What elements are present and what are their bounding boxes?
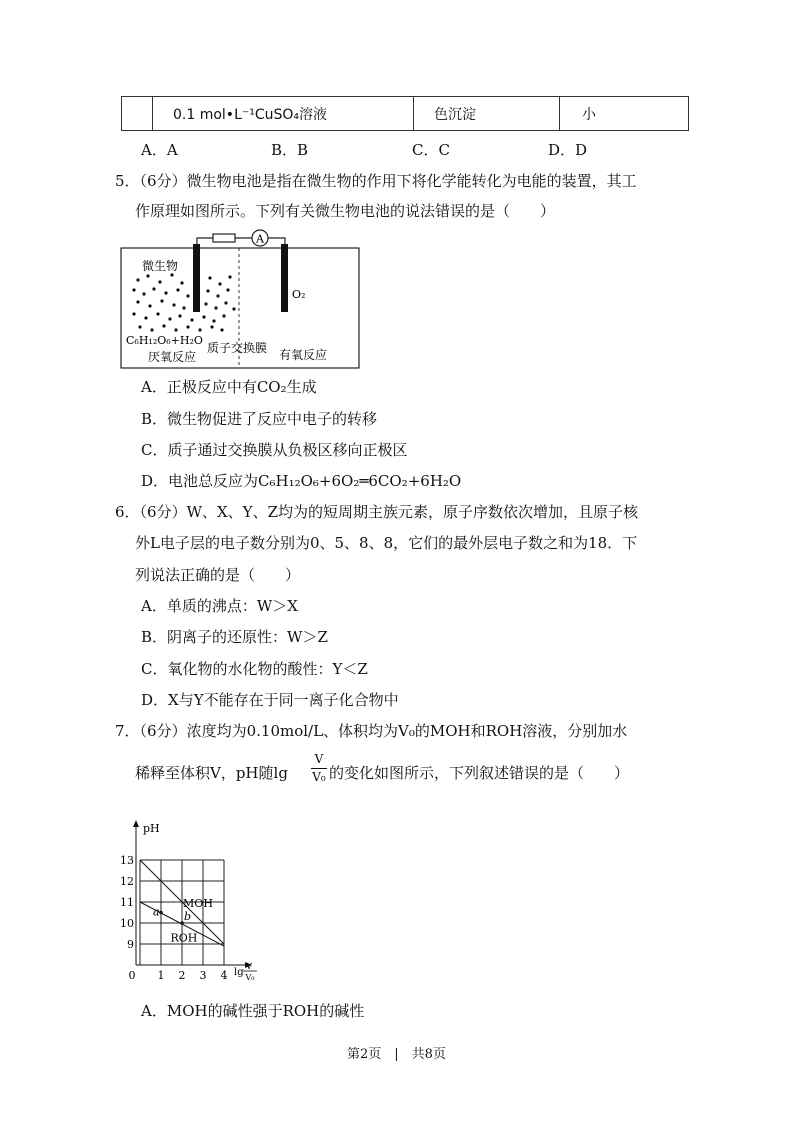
data-point-label-a: a	[153, 905, 160, 919]
chart-axes	[133, 820, 252, 968]
aerobic-label: 有氧反应	[279, 348, 328, 362]
q6-stem-line2: 外L电子层的电子数分别为0、5、8、8，它们的最外层电子数之和为18．下	[135, 534, 638, 552]
y-tick-label: 12	[120, 875, 134, 888]
ph-dilution-chart	[118, 818, 268, 983]
q5-option-b: B．微生物促进了反应中电子的转移	[141, 410, 378, 428]
o2-label: O₂	[292, 288, 306, 301]
glucose-label: C₆H₁₂O₆+H₂O	[126, 334, 203, 347]
anaerobic-label: 厌氧反应	[148, 350, 197, 364]
table-cell: 色沉淀	[414, 97, 560, 131]
q7-stem-part1: 稀释至体积V，pH随lg	[135, 764, 288, 782]
q6-option-a: A．单质的沸点：W＞X	[141, 597, 298, 615]
data-point-a	[159, 911, 163, 915]
page-footer: 第2页 | 共8页	[347, 1047, 446, 1062]
microbe-label: 微生物	[142, 259, 179, 273]
q5-option-c: C．质子通过交换膜从负极区移向正极区	[141, 441, 408, 459]
q6-option-b: B．阴离子的还原性：W＞Z	[141, 628, 328, 646]
y-tick-label: 9	[127, 938, 134, 951]
x-axis-label-numerator: V	[246, 962, 252, 971]
data-point-label-b: b	[184, 910, 192, 923]
q4-option-b: B．B	[271, 141, 309, 159]
answer-table	[121, 96, 689, 131]
q4-option-a: A．A	[141, 141, 178, 159]
y-tick-label: 11	[120, 896, 134, 909]
q6-option-c: C．氧化物的水化物的酸性：Y＜Z	[141, 660, 368, 678]
microbe-dots	[132, 273, 235, 331]
ammeter-label: A	[256, 232, 264, 246]
q4-option-c: C．C	[412, 141, 450, 159]
x-tick-label: 0	[128, 969, 136, 982]
q6-option-d: D．X与Y不能存在于同一离子化合物中	[141, 691, 399, 709]
q7-stem-part2: 的变化如图所示，下列叙述错误的是（ ）	[329, 764, 630, 782]
svg-text:lg: lg	[234, 967, 244, 978]
y-axis-label: pH	[143, 822, 160, 835]
microbial-cell-figure	[120, 228, 362, 370]
x-tick-label: 2	[178, 969, 186, 982]
q7-frac-denominator: V₀	[312, 770, 326, 784]
membrane-label: 质子交换膜	[207, 341, 268, 355]
series-label-moh: MOH	[183, 897, 213, 910]
q7-frac-numerator: V	[314, 752, 324, 766]
x-axis-label-denominator: V₀	[245, 973, 255, 982]
x-tick-label: 4	[220, 969, 228, 982]
q4-option-d: D．D	[548, 141, 588, 159]
resistor	[213, 234, 235, 242]
q7-frac-bar	[311, 768, 327, 769]
x-tick-label: 1	[157, 969, 165, 982]
series-label-roh: ROH	[170, 931, 198, 945]
q7-stem-line1: 7．（6分）浓度均为0.10mol/L、体积均为V₀的MOH和ROH溶液，分别加水	[115, 722, 628, 740]
y-axis-arrow	[133, 820, 139, 827]
table-cell: 0.1 mol•L⁻¹CuSO₄溶液	[153, 97, 414, 131]
y-tick-label: 10	[120, 917, 134, 930]
table-row	[122, 97, 689, 131]
cathode-electrode	[281, 244, 288, 312]
q7-option-a: A．MOH的碱性强于ROH的碱性	[141, 1002, 365, 1020]
anode-electrode	[193, 244, 200, 312]
table-cell: 小	[560, 97, 689, 131]
x-tick-label: 3	[199, 969, 207, 982]
q6-stem-line1: 6．（6分）W、X、Y、Z均为的短周期主族元素，原子序数依次增加，且原子核	[115, 503, 639, 521]
q5-option-d: D．电池总反应为C₆H₁₂O₆+6O₂═6CO₂+6H₂O	[141, 472, 462, 490]
q6-stem-line3: 列说法正确的是（ ）	[135, 566, 301, 584]
q5-stem-line2: 作原理如图所示。下列有关微生物电池的说法错误的是（ ）	[135, 202, 556, 220]
table-cell	[122, 97, 153, 131]
q5-stem-line1: 5．（6分）微生物电池是指在微生物的作用下将化学能转化为电能的装置，其工	[115, 172, 637, 190]
y-tick-label: 13	[120, 854, 134, 867]
q5-option-a: A．正极反应中有CO₂生成	[141, 378, 317, 396]
